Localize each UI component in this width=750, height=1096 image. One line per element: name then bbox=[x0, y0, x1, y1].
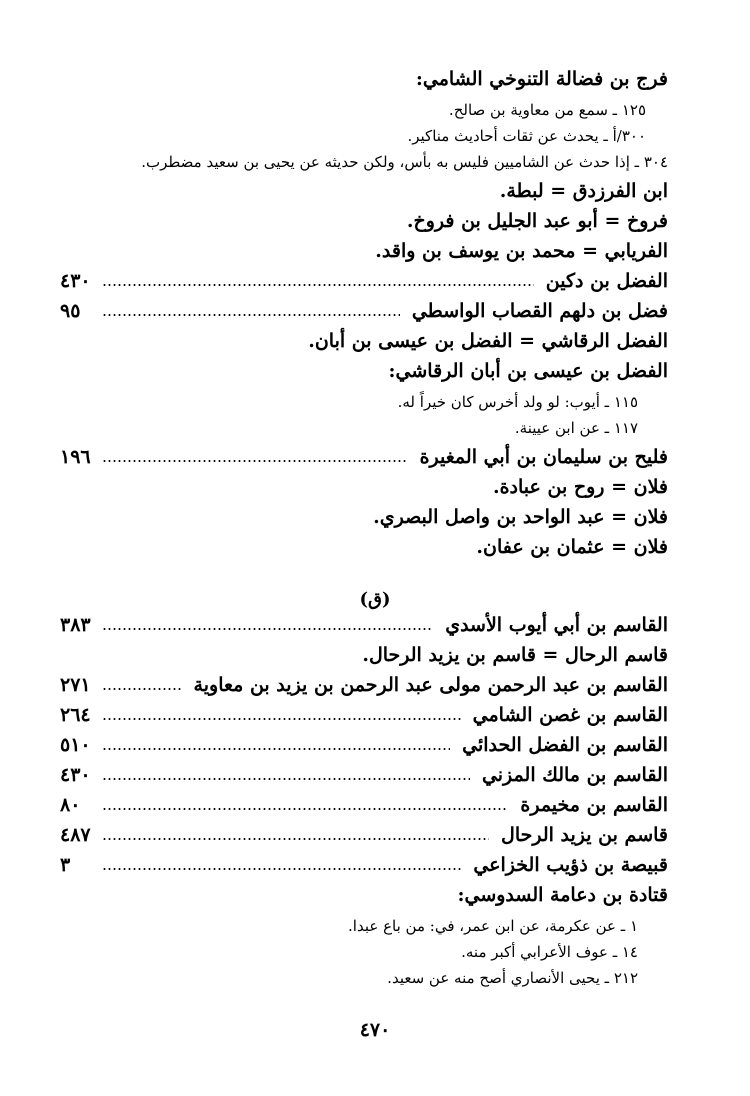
dot-leader bbox=[102, 746, 450, 752]
cross-reference: ابن الفرزدق = لبطة. bbox=[499, 180, 668, 202]
cross-reference: الفريابي = محمد بن يوسف بن واقد. bbox=[375, 240, 668, 262]
entry-name: القاسم بن الفضل الحدائي bbox=[462, 734, 668, 756]
dot-leader bbox=[102, 866, 461, 872]
page-ref: ٣ bbox=[60, 854, 71, 876]
index-entry bbox=[60, 760, 668, 790]
index-entry bbox=[60, 850, 668, 880]
index-entry bbox=[60, 532, 668, 562]
index-entry bbox=[60, 64, 668, 94]
dot-leader bbox=[102, 836, 489, 842]
sub-entry: ١٤ ـ عوف الأعرابي أكبر منه. bbox=[461, 943, 638, 961]
entry-name: القاسم بن أبي أيوب الأسدي bbox=[445, 614, 668, 636]
dot-leader bbox=[102, 312, 400, 318]
entry-name: فرج بن فضالة التنوخي الشامي: bbox=[415, 68, 668, 90]
index-entry bbox=[60, 610, 668, 640]
index-entry bbox=[60, 880, 668, 910]
page-ref: ٩٥ bbox=[60, 300, 81, 322]
sub-entry: ٣٠٠/أ ـ يحدث عن ثقات أحاديث مناكير. bbox=[407, 127, 646, 145]
entry-name: فلان = عبد الواحد بن واصل البصري. bbox=[373, 506, 668, 528]
index-entry bbox=[60, 356, 668, 386]
page-number: ٤٧٠ bbox=[359, 1019, 391, 1041]
dot-leader bbox=[102, 716, 461, 722]
index-entry bbox=[60, 502, 668, 532]
entry-name: القاسم بن مالك المزني bbox=[481, 764, 668, 786]
page-ref: ٥١٠ bbox=[60, 734, 91, 756]
entry-name: قاسم الرحال = قاسم بن يزيد الرحال. bbox=[362, 644, 668, 666]
entry-name: الفضل بن عيسى بن أبان الرقاشي: bbox=[388, 360, 668, 382]
index-entry bbox=[60, 670, 668, 700]
entry-name: فضل بن دلهم القصاب الواسطي bbox=[411, 300, 668, 322]
dot-leader bbox=[102, 806, 508, 812]
index-entry bbox=[60, 442, 668, 472]
page-ref: ٨٠ bbox=[60, 794, 81, 816]
dot-leader bbox=[102, 686, 182, 692]
sub-entry: ١ ـ عن عكرمة، عن ابن عمر، في: من باع عبدا. bbox=[348, 917, 638, 935]
index-entry bbox=[60, 266, 668, 296]
index-entry bbox=[60, 790, 668, 820]
entry-name: القاسم بن مخيمرة bbox=[520, 794, 668, 816]
sub-entry: ١١٧ ـ عن ابن عيينة. bbox=[514, 419, 638, 437]
index-entry bbox=[60, 820, 668, 850]
entry-name: الفضل بن دكين bbox=[545, 270, 668, 292]
sub-entry: ٢١٢ ـ يحيى الأنصاري أصح منه عن سعيد. bbox=[387, 969, 638, 987]
index-entry bbox=[60, 472, 668, 502]
page-ref: ٣٨٣ bbox=[60, 614, 91, 636]
sub-entry: ١١٥ ـ أيوب: لو ولد أخرس كان خيراً له. bbox=[397, 393, 638, 411]
cross-reference: فروخ = أبو عبد الجليل بن فروخ. bbox=[406, 210, 668, 232]
sub-entry: ٣٠٤ ـ إذا حدث عن الشاميين فليس به بأس، ولكن حديثه عن يحيى بن سعيد مضطرب. bbox=[141, 153, 668, 171]
index-entry bbox=[60, 700, 668, 730]
entry-name: قاسم بن يزيد الرحال bbox=[501, 824, 668, 846]
entry-name: فليح بن سليمان بن أبي المغيرة bbox=[419, 446, 668, 468]
entry-name: القاسم بن عبد الرحمن مولى عبد الرحمن بن يزيد بن معاوية bbox=[193, 674, 668, 696]
entry-name: فلان = روح بن عبادة. bbox=[492, 476, 668, 498]
dot-leader bbox=[102, 626, 433, 632]
page-ref: ٤٨٧ bbox=[60, 824, 91, 846]
page-ref: ٤٣٠ bbox=[60, 764, 91, 786]
page-ref: ٤٣٠ bbox=[60, 270, 91, 292]
dot-leader bbox=[102, 776, 470, 782]
page-ref: ١٩٦ bbox=[60, 446, 91, 468]
dot-leader bbox=[102, 458, 408, 464]
index-entry bbox=[60, 296, 668, 326]
entry-name: الفضل الرقاشي = الفضل بن عيسى بن أبان. bbox=[308, 330, 668, 352]
entry-name: قتادة بن دعامة السدوسي: bbox=[457, 884, 668, 906]
index-entry bbox=[60, 730, 668, 760]
index-entry bbox=[60, 326, 668, 356]
section-heading: (ق) bbox=[359, 589, 391, 610]
entry-name: القاسم بن غصن الشامي bbox=[472, 704, 668, 726]
entry-name: قبيصة بن ذؤيب الخزاعي bbox=[473, 854, 668, 876]
page-ref: ٢٧١ bbox=[60, 674, 91, 696]
index-entry bbox=[60, 640, 668, 670]
page-ref: ٢٦٤ bbox=[60, 704, 91, 726]
sub-entry: ١٢٥ ـ سمع من معاوية بن صالح. bbox=[448, 101, 646, 119]
dot-leader bbox=[102, 282, 534, 288]
entry-name: فلان = عثمان بن عفان. bbox=[476, 536, 668, 558]
